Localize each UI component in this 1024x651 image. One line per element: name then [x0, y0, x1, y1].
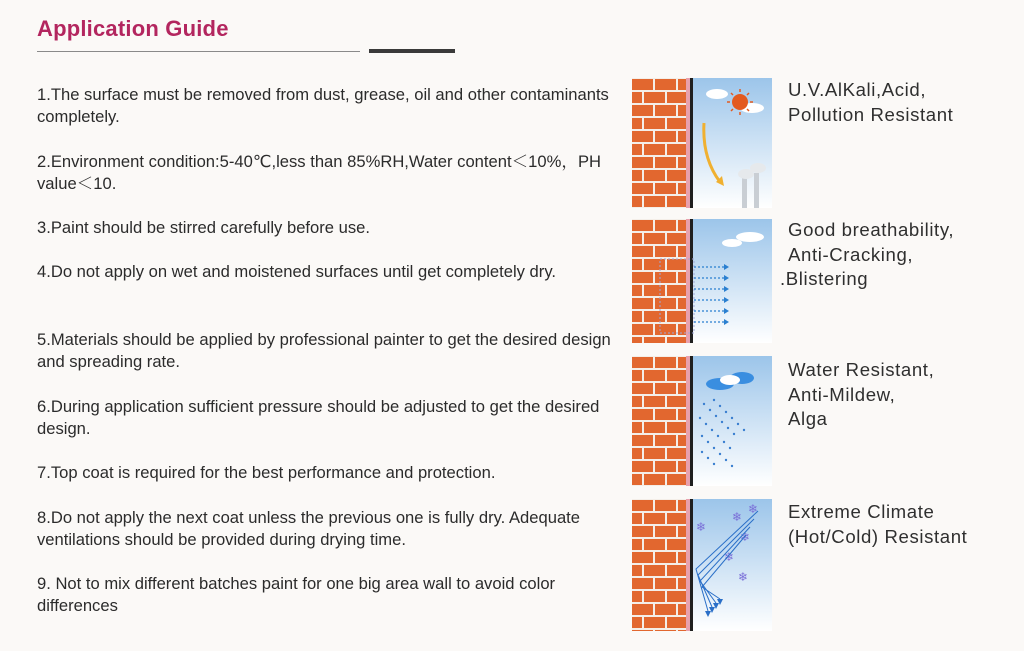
svg-text:❄: ❄ — [696, 520, 707, 534]
guide-item: 8.Do not apply the next coat unless the previous one is fully dry. Adequate ventilations should be provided during drying time. — [37, 508, 581, 549]
feature-line: (Hot/Cold) Resistant — [788, 525, 968, 547]
guide-item: 3.Paint should be stirred carefully before use. — [37, 218, 370, 237]
feature-line: Extreme Climate — [788, 501, 935, 522]
title-divider-thin — [37, 51, 360, 52]
feature-breathability-text — [780, 218, 1018, 292]
svg-text:❄: ❄ — [740, 530, 751, 544]
guide-item: 5.Materials should be applied by professional painter to get the desired design and spreading rate. — [37, 330, 611, 371]
guide-item: 9. Not to mix different batches paint for one big area wall to avoid color differences — [37, 574, 556, 615]
feature-line: Good breathability, — [788, 219, 955, 240]
guide-item: 7.Top coat is required for the best performance and protection. — [37, 463, 496, 482]
uv-sun-icon — [632, 78, 772, 208]
page-title: Application Guide — [37, 16, 229, 41]
svg-text:❄: ❄ — [724, 550, 735, 564]
breathability-icon — [632, 219, 772, 343]
guide-item: 6.During application sufficient pressure should be adjusted to get the desired design. — [37, 397, 600, 438]
guide-item: 4.Do not apply on wet and moistened surfaces until get completely dry. — [37, 262, 556, 281]
svg-text:❄: ❄ — [732, 510, 743, 524]
feature-line: Anti-Mildew, — [788, 383, 896, 405]
feature-line: Anti-Cracking, — [788, 243, 914, 265]
feature-uv-text — [788, 78, 1018, 127]
title-divider-thick — [369, 49, 455, 53]
guide-item: 1.The surface must be removed from dust, grease, oil and other contaminants completely. — [37, 85, 609, 126]
feature-line: .Blistering — [780, 268, 869, 289]
svg-text:❄: ❄ — [748, 502, 759, 516]
rain-icon — [632, 356, 772, 486]
feature-climate-text — [788, 500, 1018, 549]
feature-line: Alga — [788, 408, 828, 429]
feature-line: Pollution Resistant — [788, 103, 954, 125]
feature-water-text — [788, 358, 1018, 432]
snow-icon — [632, 499, 772, 631]
guide-item: 2.Environment condition:5-40℃,less than 85%RH,Water content＜10%，PH value＜10. — [37, 152, 602, 193]
feature-line: U.V.AlKali,Acid, — [788, 79, 927, 100]
svg-text:❄: ❄ — [738, 570, 749, 584]
feature-line: Water Resistant, — [788, 359, 935, 380]
